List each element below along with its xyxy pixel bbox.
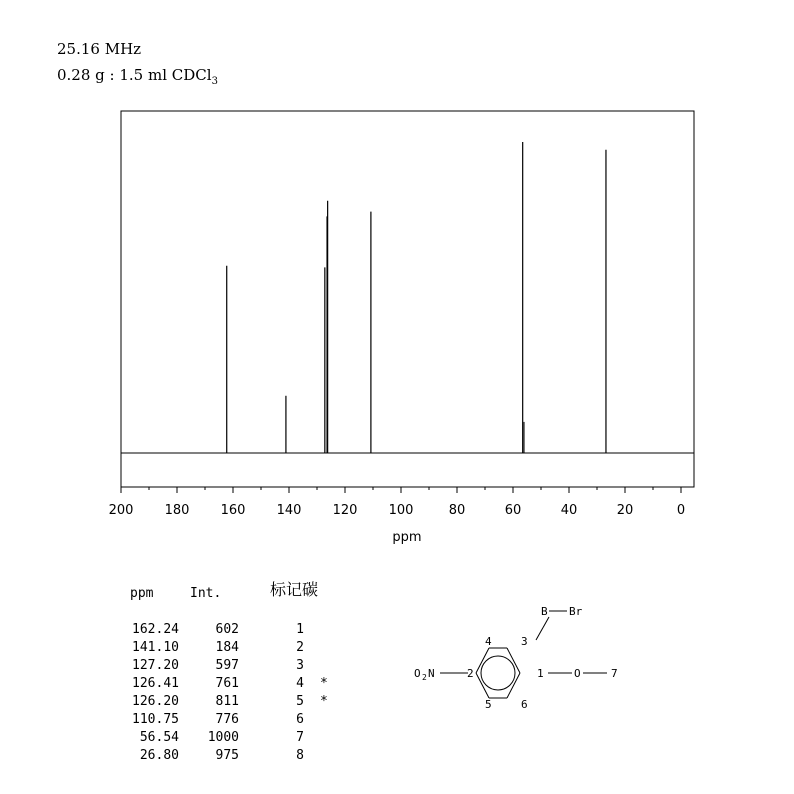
- table-header-label: 标记碳: [270, 580, 319, 599]
- x-tick-label-80: 80: [448, 503, 466, 518]
- table-row: [132, 676, 328, 691]
- x-tick-label-60: 60: [504, 503, 522, 518]
- row-ppm: 56.54: [139, 730, 179, 745]
- row-label: 6: [296, 712, 304, 727]
- row-ppm: 110.75: [132, 712, 179, 727]
- row-int: 602: [215, 622, 239, 637]
- row-int: 1000: [207, 730, 239, 745]
- x-tick-label-140: 140: [276, 503, 302, 518]
- row-label: 5: [296, 694, 304, 709]
- x-tick-label-160: 160: [220, 503, 246, 518]
- atom-nitro-n: N: [428, 667, 435, 680]
- atom-b: B: [541, 605, 548, 618]
- peak-table: [132, 622, 328, 763]
- row-label: 4: [296, 676, 304, 691]
- plot-frame: [121, 111, 694, 487]
- row-ppm: 127.20: [132, 658, 179, 673]
- x-tick-label-180: 180: [164, 503, 190, 518]
- atom-number-1: 1: [537, 667, 544, 680]
- row-ppm: 126.41: [132, 676, 179, 691]
- x-axis-label: ppm: [392, 530, 422, 545]
- atom-number-2: 2: [467, 667, 474, 680]
- row-int: 761: [215, 676, 239, 691]
- atom-nitro-o: O: [414, 667, 421, 680]
- atom-number-6: 6: [521, 698, 528, 711]
- row-ppm: 141.10: [132, 640, 179, 655]
- aromatic-ring-circle: [481, 656, 515, 690]
- table-row: [132, 694, 328, 709]
- atom-br: Br: [569, 605, 583, 618]
- table-header-ppm: ppm: [130, 586, 154, 601]
- row-label: 2: [296, 640, 304, 655]
- sample-concentration-subscript: 3: [211, 76, 218, 87]
- peaks-group: [227, 142, 606, 453]
- row-ppm: 162.24: [132, 622, 179, 637]
- x-tick-label-120: 120: [332, 503, 358, 518]
- row-int: 776: [215, 712, 239, 727]
- sample-concentration-text: 0.28 g : 1.5 ml CDCl: [57, 66, 212, 84]
- x-tick-label-0: 0: [676, 503, 686, 518]
- table-row: [132, 712, 304, 727]
- row-int: 597: [215, 658, 239, 673]
- bond-3-B: [536, 617, 549, 640]
- row-star: *: [320, 694, 328, 709]
- row-label: 7: [296, 730, 304, 745]
- atom-number-7: 7: [611, 667, 618, 680]
- table-row: [140, 748, 304, 763]
- x-tick-label-200: 200: [108, 503, 134, 518]
- row-int: 184: [215, 640, 239, 655]
- atom-number-3: 3: [521, 635, 528, 648]
- x-tick-label-100: 100: [388, 503, 414, 518]
- table-row: [140, 730, 304, 745]
- row-label: 3: [296, 658, 304, 673]
- atom-ether-o: O: [574, 667, 581, 680]
- row-label: 8: [296, 748, 304, 763]
- row-int: 811: [215, 694, 239, 709]
- spectrometer-frequency: 25.16 MHz: [57, 40, 142, 58]
- table-row: [132, 622, 304, 637]
- atom-number-5: 5: [485, 698, 492, 711]
- molecule-structure: [440, 611, 607, 698]
- atom-number-4: 4: [485, 635, 492, 648]
- table-row: [132, 640, 304, 655]
- atom-nitro-subscript: 2: [422, 673, 427, 682]
- x-tick-label-20: 20: [616, 503, 634, 518]
- row-ppm: 126.20: [132, 694, 179, 709]
- row-int: 975: [215, 748, 239, 763]
- table-header-int: Int.: [190, 586, 222, 601]
- row-star: *: [320, 676, 328, 691]
- row-ppm: 26.80: [139, 748, 179, 763]
- x-tick-label-40: 40: [560, 503, 578, 518]
- table-row: [132, 658, 304, 673]
- x-axis-ticks: [109, 487, 686, 518]
- row-label: 1: [296, 622, 304, 637]
